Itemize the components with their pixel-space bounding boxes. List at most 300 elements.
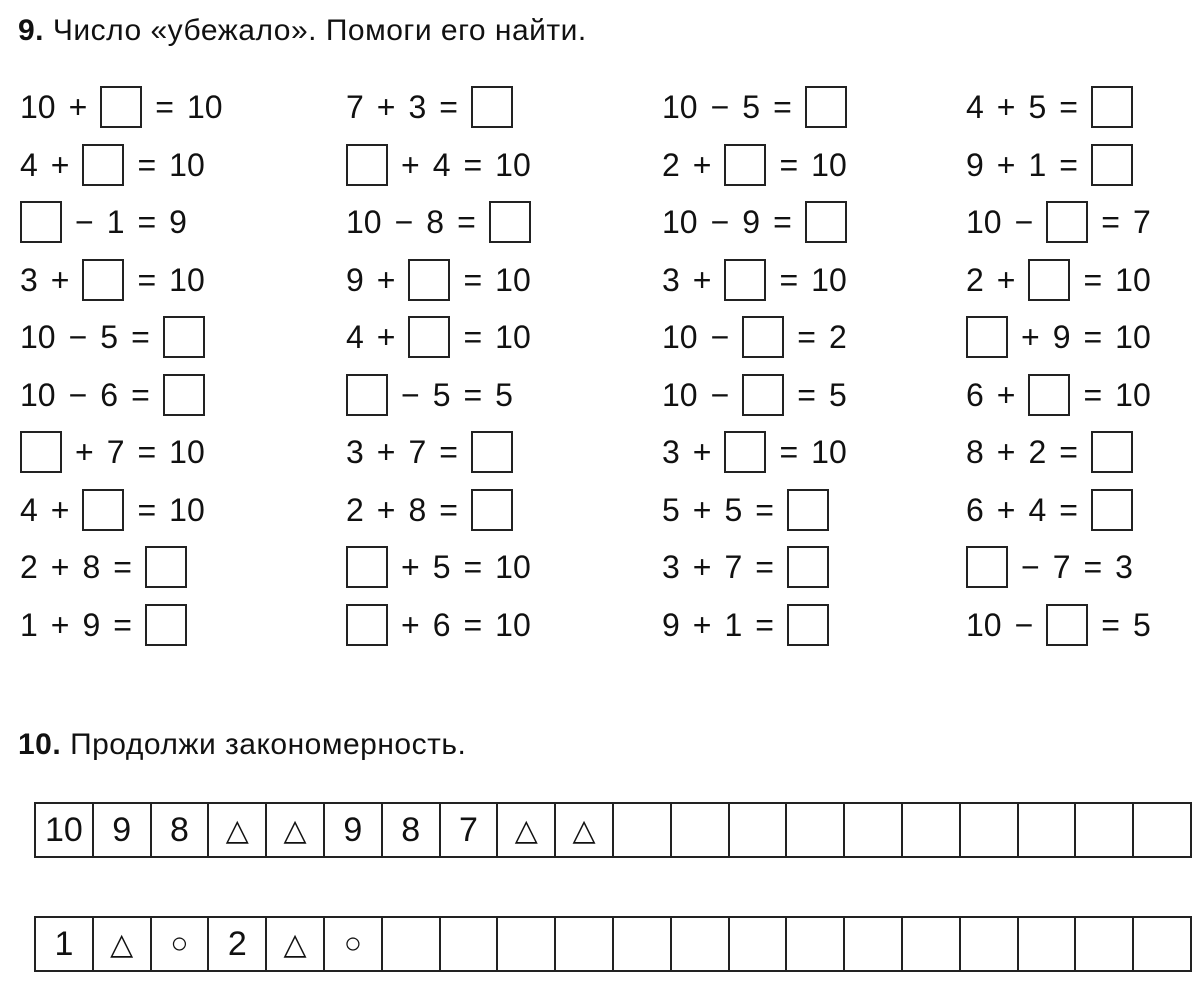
answer-box[interactable] [1046,604,1088,646]
empty-cell[interactable] [498,918,556,970]
answer-box[interactable] [1091,431,1133,473]
pattern-number [36,918,94,970]
number: 10 [20,319,56,355]
equation [966,427,1133,477]
number: 5 [432,376,451,413]
operator: = [463,376,483,413]
empty-cell[interactable] [730,804,788,856]
equation [20,600,187,650]
number: 1 [1028,146,1047,183]
operator: + [692,146,712,183]
number: 4 [966,89,984,125]
answer-box[interactable] [742,374,784,416]
operator: + [692,549,712,585]
operator: = [1101,606,1120,643]
task-9-instruction: Число «убежало». Помоги его найти. [52,14,587,47]
number: 1 [20,606,38,643]
equation [966,255,1151,305]
operator: + [692,491,712,528]
empty-cell[interactable] [1134,918,1192,970]
number: 9 [169,204,187,240]
operator: = [113,606,132,643]
cell-value: △ [110,927,134,961]
number: 4 [20,146,38,183]
number: 2 [828,319,847,355]
equation [662,140,847,190]
equation [662,370,847,420]
number: 6 [100,376,119,413]
answer-box[interactable] [1091,489,1133,531]
operator: = [1083,319,1103,355]
operator: = [155,89,174,125]
number: 10 [662,319,698,355]
operator: = [1059,89,1078,125]
operator: = [463,146,483,183]
number: 10 [662,204,698,240]
cell-value: △ [283,813,307,847]
answer-box[interactable] [805,201,847,243]
empty-cell[interactable] [614,804,672,856]
number: 10 [169,146,205,183]
empty-cell[interactable] [903,918,961,970]
operator: = [773,204,792,240]
answer-box[interactable] [966,316,1008,358]
number: 3 [662,549,680,585]
operator: + [692,261,712,298]
number: 8 [966,434,984,470]
operator: = [439,491,458,528]
empty-cell[interactable] [1019,804,1077,856]
operator: = [773,89,792,125]
operator: + [401,549,420,585]
equation [346,197,531,247]
equation [346,255,531,305]
operator: + [68,89,88,125]
equation [346,542,531,592]
equation [346,82,513,132]
answer-box[interactable] [724,259,766,301]
operator: = [137,261,157,298]
number: 8 [408,491,427,528]
number: 10 [20,89,56,125]
answer-box[interactable] [471,489,513,531]
equation [346,370,513,420]
answer-box[interactable] [145,604,187,646]
number: 4 [346,319,364,355]
operator: − [710,376,730,413]
operator: + [50,261,70,298]
operator: − [401,376,420,413]
operator: = [131,376,150,413]
operator: = [137,146,157,183]
operator: = [1083,376,1103,413]
number: 2 [20,549,38,585]
number: 7 [1052,549,1071,585]
number: 2 [346,491,364,528]
number: 10 [662,376,698,413]
answer-box[interactable] [145,546,187,588]
empty-cell[interactable] [1076,918,1134,970]
circle-icon [152,918,210,970]
equation [20,255,205,305]
number: 5 [1028,89,1047,125]
number: 10 [811,261,847,298]
number: 3 [408,89,427,125]
number: 9 [346,261,364,298]
empty-cell[interactable] [1019,918,1077,970]
operator: − [710,89,730,125]
number: 5 [495,376,513,413]
task-9-number: 9. [18,14,45,47]
answer-box[interactable] [82,144,124,186]
answer-box[interactable] [20,201,62,243]
number: 7 [1132,204,1151,240]
operator: + [692,434,712,470]
number: 3 [1115,549,1133,585]
operator: − [1014,606,1034,643]
answer-box[interactable] [489,201,531,243]
number: 10 [169,261,205,298]
equation [966,197,1151,247]
answer-box[interactable] [471,431,513,473]
operator: − [710,319,730,355]
equation [346,140,531,190]
equation [662,197,847,247]
operator: = [1059,491,1078,528]
pattern-number [94,804,152,856]
empty-cell[interactable] [787,804,845,856]
operator: − [68,319,88,355]
operator: = [137,434,157,470]
equation [346,312,531,362]
cell-value: ○ [343,927,362,960]
operator: = [779,261,799,298]
equation [20,485,205,535]
operator: + [692,606,712,643]
pattern-number [441,804,499,856]
empty-cell[interactable] [614,918,672,970]
number: 5 [724,491,743,528]
number: 1 [724,606,743,643]
operator: = [1059,146,1078,183]
empty-cell[interactable] [556,918,614,970]
number: 10 [662,89,698,125]
operator: = [439,434,458,470]
equation [662,427,847,477]
operator: + [376,89,396,125]
answer-box[interactable] [100,86,142,128]
answer-box[interactable] [787,489,829,531]
number: 10 [1115,376,1151,413]
number: 3 [662,261,680,298]
equation [662,600,829,650]
operator: = [131,319,150,355]
equation [346,427,513,477]
empty-cell[interactable] [961,918,1019,970]
empty-cell[interactable] [730,918,788,970]
answer-box[interactable] [1091,144,1133,186]
empty-cell[interactable] [845,804,903,856]
answer-box[interactable] [966,546,1008,588]
answer-box[interactable] [408,316,450,358]
number: 2 [662,146,680,183]
number: 9 [662,606,680,643]
equation [966,312,1151,362]
triangle-icon [498,804,556,856]
operator: = [779,434,799,470]
number: 7 [408,434,427,470]
task-10-number: 10. [18,728,62,761]
number: 4 [20,491,38,528]
equation [20,82,223,132]
answer-box[interactable] [82,489,124,531]
operator: + [996,491,1016,528]
cell-value: 2 [227,924,247,963]
answer-box[interactable] [163,316,205,358]
answer-box[interactable] [346,144,388,186]
number: 10 [20,376,56,413]
equation [966,542,1133,592]
pattern-strip-1 [34,802,1192,858]
operator: + [996,376,1016,413]
operator: + [996,146,1016,183]
operator: + [50,491,70,528]
equation [662,485,829,535]
operator: = [797,376,816,413]
number: 10 [1115,319,1151,355]
operator: = [755,549,774,585]
number: 3 [662,434,680,470]
answer-box[interactable] [346,604,388,646]
operator: = [1083,549,1103,585]
operator: − [710,204,730,240]
operator: = [137,204,157,240]
operator: = [1101,204,1120,240]
operator: = [113,549,132,585]
operator: + [401,146,420,183]
equation [20,140,205,190]
operator: = [439,89,458,125]
equation [346,485,513,535]
number: 7 [346,89,364,125]
cell-value: 8 [170,810,189,849]
operator: + [996,434,1016,470]
cell-value: △ [225,813,249,847]
operator: + [75,434,94,470]
cell-value: 9 [112,810,132,849]
operator: + [996,89,1016,125]
answer-box[interactable] [1028,374,1070,416]
empty-cell[interactable] [961,804,1019,856]
operator: = [755,491,774,528]
pattern-number [152,804,210,856]
operator: + [50,549,70,585]
number: 8 [82,549,101,585]
operator: + [376,434,396,470]
number: 5 [100,319,119,355]
operator: − [68,376,88,413]
number: 6 [432,606,451,643]
circle-icon [325,918,383,970]
pattern-strip-2 [34,916,1192,972]
empty-cell[interactable] [845,918,903,970]
equation [966,82,1133,132]
empty-cell[interactable] [1076,804,1134,856]
triangle-icon [556,804,614,856]
empty-cell[interactable] [672,918,730,970]
equation [20,370,205,420]
operator: = [463,319,483,355]
number: 6 [966,491,984,528]
pattern-number [36,804,94,856]
answer-box[interactable] [346,546,388,588]
equation [966,140,1133,190]
number: 10 [495,146,531,183]
number: 9 [82,606,101,643]
number: 10 [495,261,531,298]
number: 10 [169,434,205,470]
number: 5 [662,491,680,528]
equation [346,600,531,650]
number: 9 [966,146,984,183]
pattern-number [383,804,441,856]
operator: = [1083,261,1103,298]
equation [966,485,1133,535]
answer-box[interactable] [724,144,766,186]
equation [20,312,205,362]
triangle-icon [94,918,152,970]
number: 10 [169,491,205,528]
triangle-icon [209,804,267,856]
cell-value: 7 [459,810,478,849]
task-10-instruction: Продолжи закономерность. [70,728,467,761]
number: 1 [106,204,125,240]
operator: = [1059,434,1078,470]
equation [966,370,1151,420]
operator: = [137,491,157,528]
operator: + [401,606,420,643]
operator: + [376,491,396,528]
cell-value: 9 [343,810,363,849]
number: 10 [811,146,847,183]
equation [20,197,187,247]
triangle-icon [267,804,325,856]
equation [20,542,187,592]
operator: + [996,261,1016,298]
equation [662,312,847,362]
operator: + [50,146,70,183]
triangle-icon [267,918,325,970]
equation [966,600,1151,650]
number: 3 [346,434,364,470]
number: 5 [1132,606,1151,643]
number: 7 [106,434,125,470]
answer-box[interactable] [805,86,847,128]
empty-cell[interactable] [672,804,730,856]
answer-box[interactable] [787,604,829,646]
operator: = [797,319,816,355]
cell-value: 8 [401,810,421,849]
number: 10 [186,89,223,125]
number: 5 [432,549,451,585]
number: 5 [828,376,847,413]
empty-cell[interactable] [441,918,499,970]
number: 9 [742,204,761,240]
number: 4 [432,146,451,183]
equation [662,82,847,132]
cell-value: △ [283,927,307,961]
cell-value: 1 [54,924,74,963]
operator: − [75,204,94,240]
operator: = [755,606,774,643]
number: 9 [1052,319,1071,355]
cell-value: 10 [44,810,83,849]
number: 4 [1028,491,1047,528]
cell-value: △ [572,813,596,847]
operator: + [376,261,396,298]
number: 10 [811,434,847,470]
operator: = [463,549,483,585]
pattern-number [209,918,267,970]
operator: = [457,204,476,240]
equation [662,255,847,305]
number: 10 [966,204,1002,240]
equation [662,542,829,592]
answer-box[interactable] [724,431,766,473]
operator: = [463,606,483,643]
number: 8 [426,204,445,240]
answer-box[interactable] [471,86,513,128]
number: 5 [742,89,761,125]
answer-box[interactable] [20,431,62,473]
cell-value: ○ [170,927,189,960]
empty-cell[interactable] [787,918,845,970]
number: 2 [1028,434,1047,470]
operator: − [1014,204,1034,240]
number: 7 [724,549,743,585]
cell-value: △ [514,813,538,847]
number: 10 [346,204,382,240]
answer-box[interactable] [346,374,388,416]
answer-box[interactable] [163,374,205,416]
number: 10 [495,319,531,355]
number: 10 [495,549,531,585]
number: 10 [966,606,1002,643]
operator: + [376,319,396,355]
number: 2 [966,261,984,298]
operator: − [394,204,414,240]
number: 3 [20,261,38,298]
answer-box[interactable] [787,546,829,588]
empty-cell[interactable] [383,918,441,970]
answer-box[interactable] [1046,201,1088,243]
operator: − [1021,549,1040,585]
empty-cell[interactable] [1134,804,1192,856]
operator: = [463,261,483,298]
number: 10 [1115,261,1151,298]
task-10-title [18,728,466,762]
operator: = [779,146,799,183]
equation [20,427,205,477]
answer-box[interactable] [1028,259,1070,301]
empty-cell[interactable] [903,804,961,856]
answer-box[interactable] [742,316,784,358]
answer-box[interactable] [408,259,450,301]
task-9-title [18,14,587,48]
answer-box[interactable] [82,259,124,301]
answer-box[interactable] [1091,86,1133,128]
operator: + [50,606,70,643]
